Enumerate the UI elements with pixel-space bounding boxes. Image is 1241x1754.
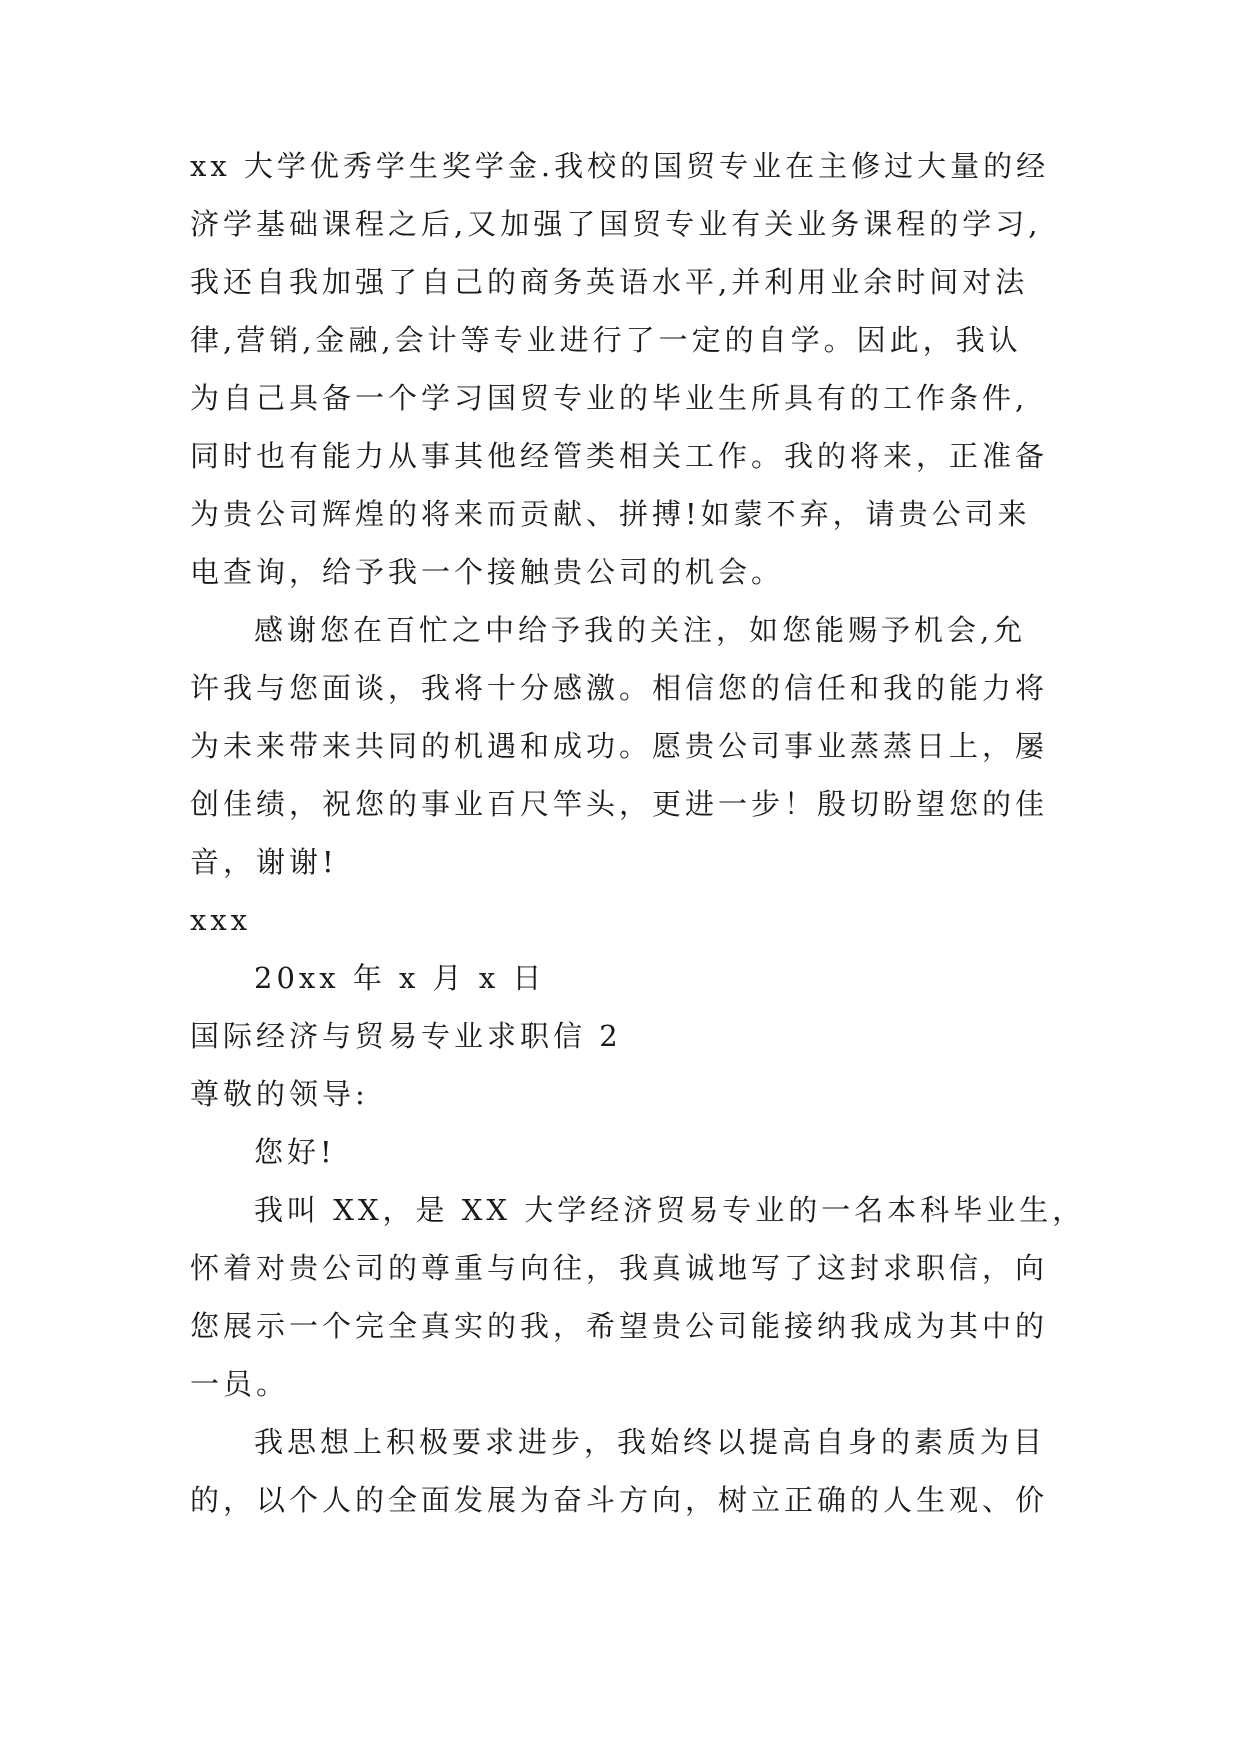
text-line: 许我与您面谈，我将十分感激。相信您的信任和我的能力将 (190, 671, 1049, 705)
paragraph-first-line: 我思想上积极要求进步，我始终以提高自身的素质为目 (254, 1425, 1047, 1459)
text-line: 怀着对贵公司的尊重与向往，我真诚地写了这封求职信，向 (190, 1251, 1049, 1285)
text-line: 律,营销,金融,会计等专业进行了一定的自学。因此，我认 (190, 323, 1022, 357)
text-line: 同时也有能力从事其他经管类相关工作。我的将来，正准备 (190, 439, 1049, 473)
text-line: 您展示一个完全真实的我，希望贵公司能接纳我成为其中的 (190, 1309, 1049, 1343)
paragraph-first-line: 我叫 XX，是 XX 大学经济贸易专业的一名本科毕业生， (254, 1193, 1086, 1227)
text-line: 为贵公司辉煌的将来而贡献、拼搏!如蒙不弃，请贵公司来 (190, 497, 1031, 531)
greeting: 您好! (254, 1135, 336, 1169)
signature-name: xxx (190, 903, 252, 937)
section-title: 国际经济与贸易专业求职信 2 (190, 1019, 622, 1053)
text-line: 的，以个人的全面发展为奋斗方向，树立正确的人生观、价 (190, 1483, 1049, 1517)
text-line: xx 大学优秀学生奖学金.我校的国贸专业在主修过大量的经 (190, 149, 1050, 183)
text-line: 济学基础课程之后,又加强了国贸专业有关业务课程的学习, (190, 207, 1042, 241)
text-line: 电查询，给予我一个接触贵公司的机会。 (190, 555, 785, 589)
letter-date: 20xx 年 x 月 x 日 (254, 961, 546, 995)
text-line: 为自己具备一个学习国贸专业的毕业生所具有的工作条件, (190, 381, 1029, 415)
text-line: 我还自我加强了自己的商务英语水平,并利用业余时间对法 (190, 265, 1029, 299)
text-line: 一员。 (190, 1367, 290, 1401)
paragraph-first-line: 感谢您在百忙之中给予我的关注，如您能赐予机会,允 (254, 613, 1027, 647)
salutation: 尊敬的领导: (190, 1077, 369, 1111)
text-line: 创佳绩，祝您的事业百尺竿头，更进一步！殷切盼望您的佳 (190, 787, 1049, 821)
text-line: 为未来带来共同的机遇和成功。愿贵公司事业蒸蒸日上，屡 (190, 729, 1049, 763)
text-line: 音，谢谢! (190, 845, 338, 879)
